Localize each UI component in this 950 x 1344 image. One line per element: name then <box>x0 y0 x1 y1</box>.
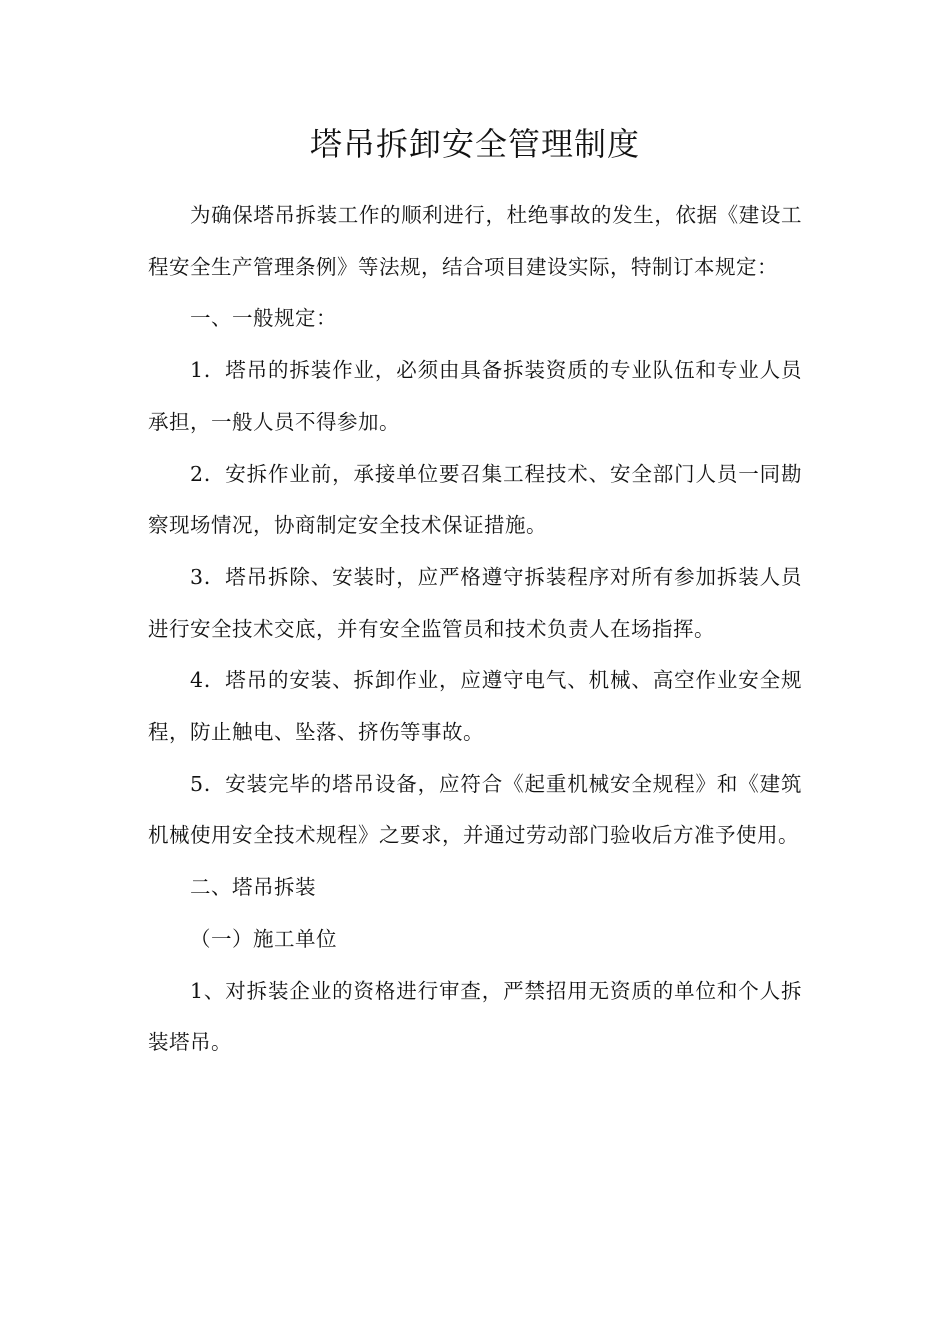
document-body <box>148 190 802 1069</box>
subsection-heading-contractor: （一）施工单位 <box>190 926 337 951</box>
contractor-item-1: 1、对拆装企业的资格进行审查，严禁招用无资质的单位和个人拆装塔吊。 <box>148 978 802 1055</box>
section-heading-dismantling: 二、塔吊拆装 <box>190 875 316 900</box>
section-heading-general: 一、一般规定： <box>190 306 337 331</box>
rule-item-5: 5．安装完毕的塔吊设备，应符合《起重机械安全规程》和《建筑机械使用安全技术规程》之要求，并通过劳动部门验收后方准予使用。 <box>148 771 802 848</box>
document-title: 塔吊拆卸安全管理制度 <box>309 125 640 163</box>
rule-item-4: 4．塔吊的安装、拆卸作业，应遵守电气、机械、高空作业安全规程，防止触电、坠落、挤伤等事故。 <box>148 668 802 745</box>
rule-item-1: 1．塔吊的拆装作业，必须由具备拆装资质的专业队伍和专业人员承担，一般人员不得参加。 <box>148 358 802 434</box>
rule-item-2: 2．安拆作业前，承接单位要召集工程技术、安全部门人员一同勘察现场情况，协商制定安全技术保证措施。 <box>148 461 802 538</box>
intro-paragraph: 为确保塔吊拆装工作的顺利进行，杜绝事故的发生，依据《建设工程安全生产管理条例》等法规，结合项目建设实际，特制订本规定： <box>148 203 802 279</box>
rule-item-3: 3．塔吊拆除、安装时，应严格遵守拆装程序对所有参加拆装人员进行安全技术交底，并有安全监管员和技术负责人在场指挥。 <box>148 564 802 641</box>
